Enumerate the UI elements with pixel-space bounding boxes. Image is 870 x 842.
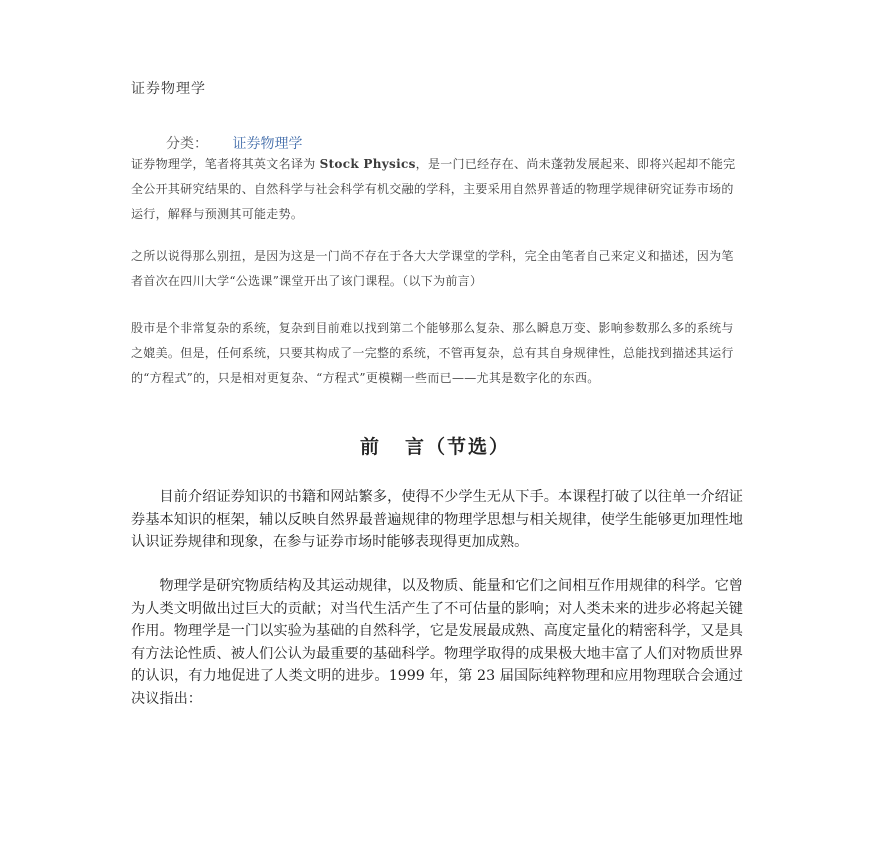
preface-heading-part1: 前 bbox=[359, 436, 381, 458]
intro-paragraph-1 bbox=[131, 152, 741, 227]
intro-paragraph-3: 股市是个非常复杂的系统，复杂到目前难以找到第二个能够那么复杂、那么瞬息万变、影响参数那么多的系统与之媲美。但是，任何系统，只要其构成了一完整的系统，不管再复杂，总有其自身规律性，总能找到描述其运行的“方程式”的，只是相对更复杂、“方程式”更模糊一些而已——尤其是数字化的东西。 bbox=[131, 321, 734, 385]
preface-paragraph-2: 物理学是研究物质结构及其运动规律，以及物质、能量和它们之间相互作用规律的科学。它曾为人类文明做出过巨大的贡献；对当代生活产生了不可估量的影响；对人类未来的进步必将起关键作用。物理学是一门以实验为基础的自然科学，它是发展最成熟、高度定量化的精密科学，又是具有方法论性质、被人们公认为最重要的基础科学。物理学取得的成果极大地丰富了人们对物质世界的认识，有力地促进了人类文明的进步。1999 年，第 23 届国际纯粹物理和应用物理联合会通过决议指出： bbox=[131, 578, 743, 707]
english-term: Stock Physics bbox=[319, 157, 416, 171]
category-link[interactable]: 证券物理学 bbox=[232, 136, 303, 152]
category-line bbox=[166, 133, 302, 153]
intro-text-after: ，是一门已经存在、尚未蓬勃发展起来、即将兴起却不能完全公开其研究结果的、自然科学与社会科学有机交融的学科，主要采用自然界普适的物理学规律研究证券市场的运行，解释与预测其可能走势。 bbox=[131, 157, 736, 221]
document-title: 证券物理学 bbox=[131, 81, 206, 97]
intro-paragraph-2: 之所以说得那么别扭，是因为这是一门尚不存在于各大大学课堂的学科，完全由笔者自己来定义和描述，因为笔者首次在四川大学“公选课”课堂开出了该门课程。（以下为前言） bbox=[131, 249, 734, 288]
preface-heading bbox=[0, 432, 870, 459]
preface-paragraph-1: 目前介绍证券知识的书籍和网站繁多，使得不少学生无从下手。本课程打破了以往单一介绍证券基本知识的框架，辅以反映自然界最普遍规律的物理学思想与相关规律，使学生能够更加理性地认识证券规律和现象，在参与证券市场时能够表现得更加成熟。 bbox=[131, 489, 743, 550]
intro-text-before: 证券物理学，笔者将其英文名译为 bbox=[131, 157, 320, 171]
category-label: 分类： bbox=[166, 136, 208, 152]
preface-heading-part2: 言（节选） bbox=[405, 436, 511, 458]
